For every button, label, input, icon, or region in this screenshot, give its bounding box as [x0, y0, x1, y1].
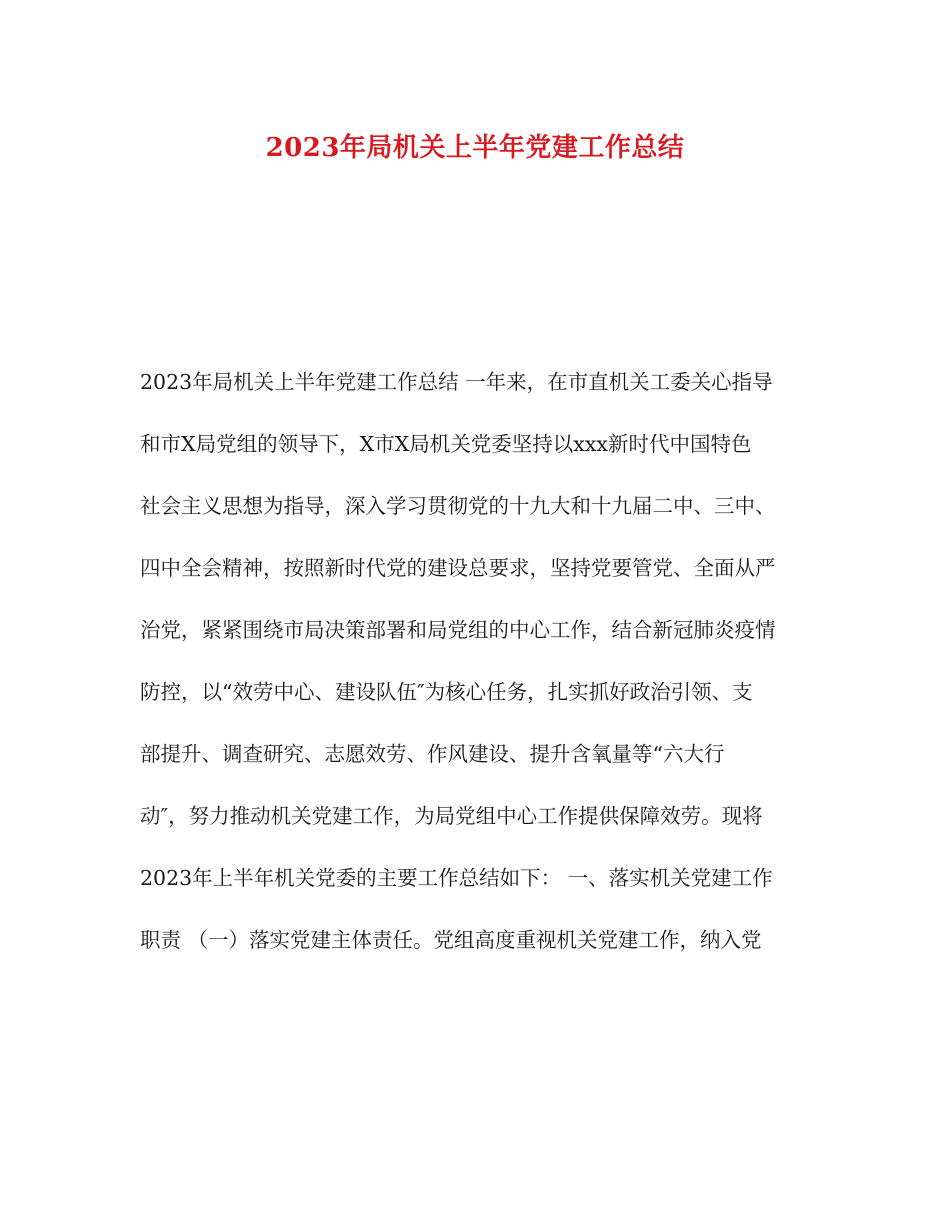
document-title: 2023年局机关上半年党建工作总结: [265, 133, 685, 163]
document-body: [140, 360, 820, 980]
body-line: 社会主义思想为指导，深入学习贯彻党的十九大和十九届二中、三中、: [140, 494, 776, 518]
body-line: 职责 （一）落实党建主体责任。党组高度重视机关党建工作，纳入党: [140, 928, 762, 952]
body-line: 部提升、调查研究、志愿效劳、作风建设、提升含氧量等“六大行: [140, 742, 725, 766]
body-line: 动″，努力推动机关党建工作，为局党组中心工作提供保障效劳。现将: [140, 804, 763, 828]
body-line: 和市X局党组的领导下，X市X局机关党委坚持以xxx新时代中国特色: [140, 432, 752, 456]
body-line: 治党，紧紧围绕市局决策部署和局党组的中心工作，结合新冠肺炎疫情: [140, 618, 776, 642]
body-line: 2023年局机关上半年党建工作总结 一年来，在市直机关工委关心指导: [140, 370, 773, 394]
body-line: 四中全会精神，按照新时代党的建设总要求，坚持党要管党、全面从严: [140, 556, 776, 580]
body-line: 2023年上半年机关党委的主要工作总结如下： 一、落实机关党建工作: [140, 866, 773, 890]
body-line: 防控，以“效劳中心、建设队伍″为核心任务，扎实抓好政治引领、支: [140, 680, 753, 704]
